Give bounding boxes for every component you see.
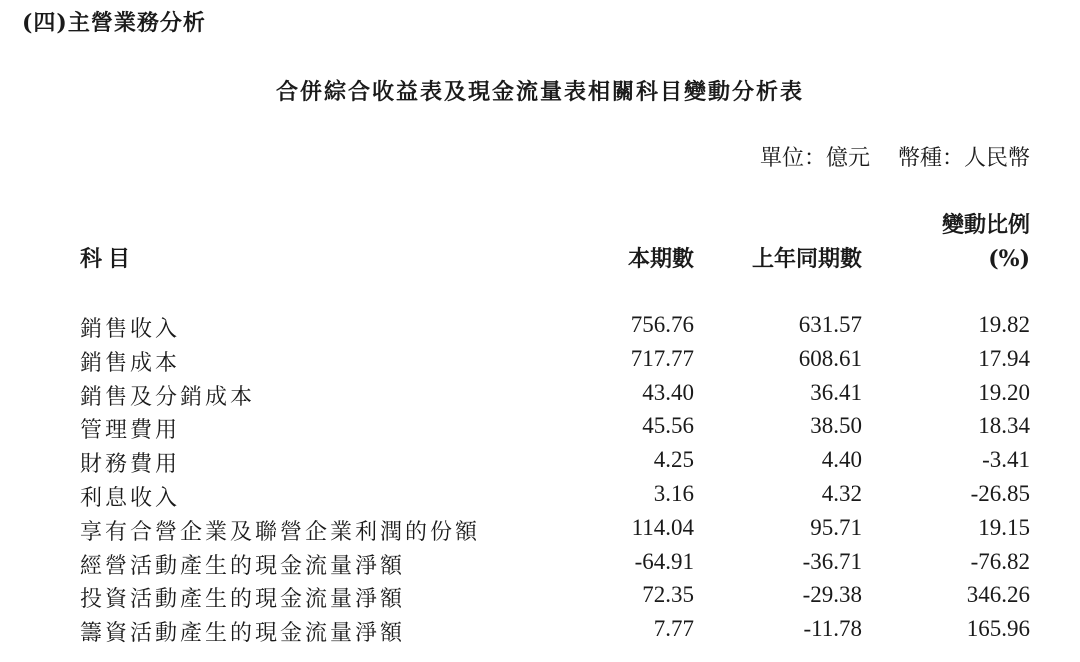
row-item: 經營活動產生的現金流量淨額 <box>80 553 406 579</box>
row-current: 43.40 <box>642 379 694 405</box>
unit-line <box>760 141 1030 172</box>
row-change: -76.82 <box>970 548 1030 574</box>
row-previous: 95.71 <box>810 514 862 540</box>
table-row <box>0 376 1080 410</box>
row-item: 籌資活動產生的現金流量淨額 <box>80 621 406 647</box>
row-change: 17.94 <box>978 345 1030 371</box>
header-item: 科目 <box>80 246 137 272</box>
header-change-ratio <box>942 208 1030 276</box>
row-change: -26.85 <box>970 480 1030 506</box>
row-current: 45.56 <box>642 413 694 439</box>
header-previous-period: 上年同期數 <box>751 246 862 272</box>
row-item: 銷售成本 <box>80 350 181 376</box>
row-current: 717.77 <box>630 345 694 371</box>
row-item: 財務費用 <box>80 452 181 478</box>
unit-label: 單位：億元 <box>759 146 870 171</box>
row-current: -64.91 <box>634 548 694 574</box>
table-body <box>0 308 1080 646</box>
row-change: 18.34 <box>978 413 1030 439</box>
row-item: 投資活動產生的現金流量淨額 <box>80 587 406 613</box>
row-change: -3.41 <box>982 447 1030 473</box>
header-current-period: 本期數 <box>627 246 694 272</box>
row-previous: 4.40 <box>821 447 862 473</box>
table-row <box>0 342 1080 376</box>
table-row <box>0 612 1080 646</box>
row-current: 3.16 <box>653 480 694 506</box>
row-previous: 36.41 <box>810 379 862 405</box>
row-previous: -36.71 <box>802 548 862 574</box>
table-title: 合併綜合收益表及現金流量表相關科目變動分析表 <box>275 79 804 105</box>
table-row <box>0 308 1080 342</box>
row-current: 4.25 <box>653 447 694 473</box>
table-row <box>0 409 1080 443</box>
row-item: 管理費用 <box>80 418 181 444</box>
row-current: 756.76 <box>630 312 694 337</box>
row-previous: 38.50 <box>810 413 862 439</box>
row-item: 享有合營企業及聯營企業利潤的份額 <box>80 519 481 545</box>
row-change: 19.15 <box>978 514 1030 540</box>
table-row <box>0 511 1080 545</box>
row-current: 72.35 <box>642 582 694 608</box>
table-row <box>0 443 1080 477</box>
table-row <box>0 545 1080 579</box>
row-current: 114.04 <box>631 514 694 540</box>
table-row <box>0 477 1080 511</box>
row-current: 7.77 <box>653 616 694 642</box>
header-change-line2: (%) <box>988 246 1030 272</box>
row-item: 銷售收入 <box>80 317 181 342</box>
section-heading: (四)主營業務分析 <box>22 10 206 36</box>
row-previous: -29.38 <box>802 582 862 608</box>
row-change: 19.20 <box>978 379 1030 405</box>
row-change: 19.82 <box>978 312 1030 337</box>
row-change: 346.26 <box>966 582 1030 608</box>
currency-label: 幣種：人民幣 <box>897 146 1030 171</box>
row-previous: 4.32 <box>821 480 862 506</box>
table-row <box>0 578 1080 612</box>
row-previous: 631.57 <box>798 312 862 337</box>
row-change: 165.96 <box>966 616 1030 642</box>
row-item: 利息收入 <box>80 485 181 511</box>
row-previous: -11.78 <box>803 616 862 642</box>
row-previous: 608.61 <box>798 345 862 371</box>
header-change-line1: 變動比例 <box>941 212 1030 238</box>
row-item: 銷售及分銷成本 <box>80 384 256 410</box>
